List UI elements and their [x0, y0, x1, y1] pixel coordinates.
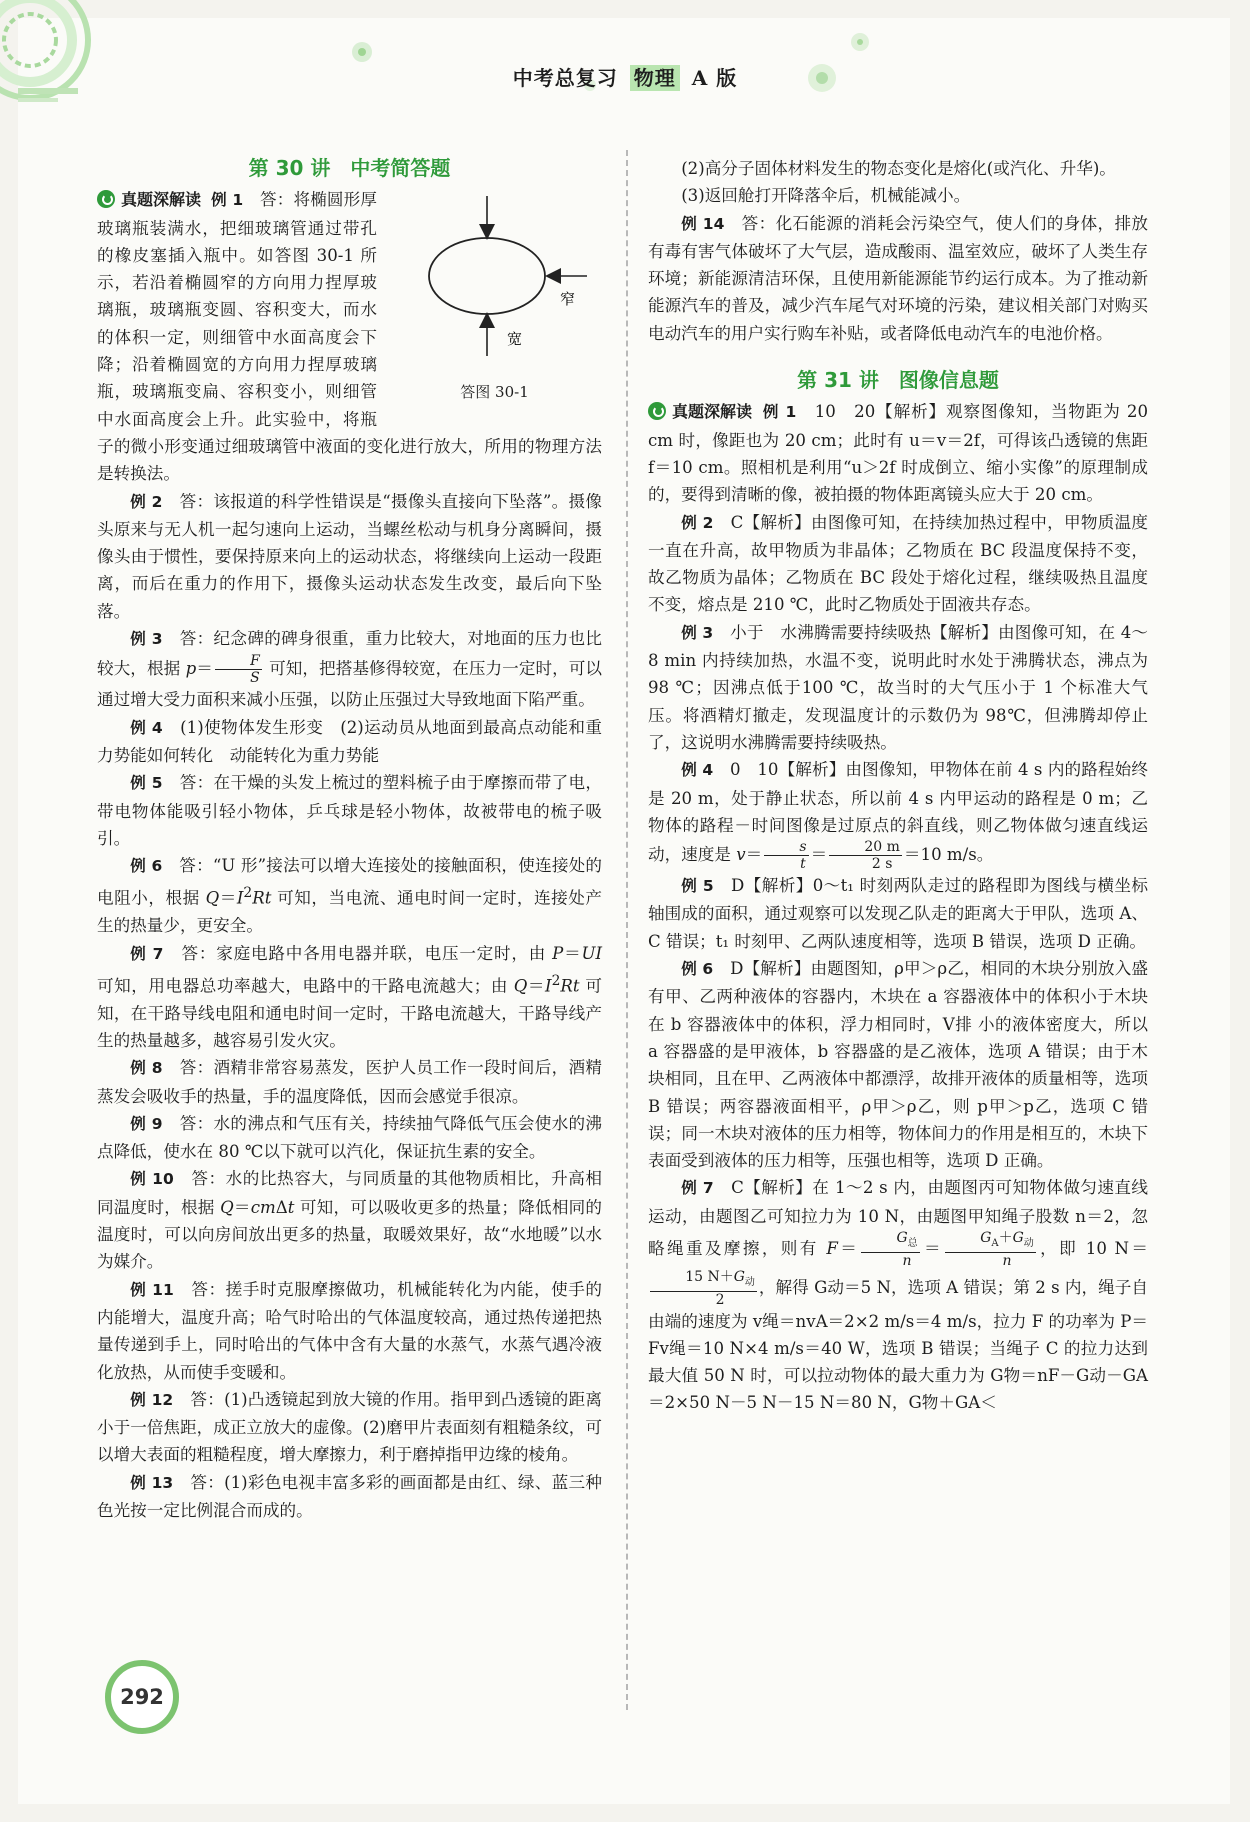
example-text: 答：家庭电路中各用电器并联，电压一定时，由	[181, 943, 553, 963]
running-header	[0, 62, 1250, 91]
example-label: 例 6	[681, 960, 714, 979]
formula-heat: Q	[220, 1197, 234, 1217]
badge-real-exam	[648, 398, 752, 425]
badge-real-exam	[97, 186, 201, 213]
example-text: 可知，把搭基修得较宽，在压力一定时，可以通过增大受力面积来减小压强，以防止压强过大导致地面下陷严重。	[97, 659, 602, 710]
left-column	[97, 155, 602, 1524]
example-text: 答：化石能源的消耗会污染空气，使人们的身体，排放有毒有害气体破坏了大气层，造成酸雨、温室效应，破坏了人类生存环境；新能源清洁环保，且使用新能源能节约运行成本。为了推动新能源汽车的普及，减少汽车尾气对环境的污染，建议相关部门对购买电动汽车的用户实行购车补贴，或者降低电动汽车的电池价格。	[648, 213, 1149, 343]
example-text: 答：该报道的科学性错误是“摄像头直接向下坠落”。摄像头原来与无人机一起匀速向上运动，当螺丝松动与机身分离瞬间，摄像头由于惯性，要保持原来向上的运动状态，将继续向上运动一段距离，而后在重力的作用下，摄像头运动状态发生改变，最后向下坠落。	[97, 491, 603, 621]
example-label: 例 4	[130, 718, 163, 737]
example-label: 例 5	[681, 877, 714, 896]
example-3	[648, 619, 1148, 756]
example-text: D【解析】0～t₁ 时刻两队走过的路程即为图线与横坐标轴围成的面积，通过观察可以发现乙队走的距离大于甲队，选项 A、C 错误；t₁ 时刻甲、乙两队速度相等，选项 B 错误，选项 D 正确。	[648, 876, 1148, 951]
example-10: 例 10 答：水的比热容大，与同质量的其他物质相比，升高相同温度时，根据 Q＝cmΔt 可知，可以吸收更多的热量；降低相同的温度时，可以向房间放出更多的热量，取暖效果好，故“水地暖”以水为媒介。	[97, 1169, 603, 1272]
example-7: 例 7 C【解析】在 1～2 s 内，由题图丙可知物体做匀速直线运动，由题图乙可知拉力为 10 N，由题图甲知绳子股数 n＝2，忽略绳重及摩擦，则有 F＝ $\frac{G_总}{n}$ ＝ $\frac{G_A+G_动}{n}$ ，即 10 N＝ $\frac{15 N+G_动}{2}$ ，解得 G动＝5 N，选项 A 错误；第 2 s 内，绳子自由端的速度为 v绳＝nvA＝2×2 m/s＝4 m/s，拉力 F 的功率为 P＝Fv绳＝10 N×4 m/s＝40 W，选项 B 错误；当绳子 C 的拉力达到最大值 50 N 时，可以拉动物体的最大重力为 G物＝nF－G动－GA＝2×50 N－5 N－15 N＝80 N，G物＋GA＜	[648, 1178, 1149, 1413]
example-text: 10 20【解析】观察图像知，当物距为 20 cm 时，像距也为 20 cm；此时有 u＝v＝2f，可得该凸透镜的焦距 f＝10 cm。照相机是利用“u＞2f 时成倒立、缩小实像”的原理制成的，要得到清晰的像，被拍摄的物体距离镜头应大于 20 cm。	[648, 402, 1148, 505]
formula-force: F	[826, 1238, 838, 1258]
fraction-s-t: $\frac{s}{t}$	[764, 839, 808, 872]
answer-figure-30-1	[387, 186, 602, 406]
example-label: 例 1	[762, 403, 797, 422]
example-text: ，解得 G动＝5 N，选项 A 错误；第 2 s 内，绳子自由端的速度为 v绳＝nvA＝2×2 m/s＝4 m/s，拉力 F 的功率为 P＝Fv绳＝10 N×4 m/s＝40 W，选项 B 错误；当绳子 C 的拉力达到最大值 50 N 时，可以拉动物体的最大重力为 G物＝nF－G动－GA＝2×50 N－5 N－15 N＝80 N，G物＋GA＜	[648, 1277, 1148, 1413]
formula-joule: Q	[205, 888, 220, 908]
example-label: 例 11	[130, 1280, 174, 1299]
example-label: 例 10	[130, 1170, 174, 1189]
example-label: 例 3	[130, 630, 163, 649]
example-label: 例 14	[681, 214, 725, 233]
header-subject: 物理	[630, 65, 680, 91]
example-text: (1)使物体发生形变 (2)运动员从地面到最高点动能和重力势能如何转化 动能转化为重力势能	[97, 717, 602, 765]
badge-icon	[648, 402, 666, 420]
example-13-continued-3: (3)返回舱打开降落伞后，机械能减小。	[681, 186, 971, 206]
fraction-20m-2s: $\frac{20 m}{2 s}$	[829, 839, 902, 872]
example-text: 0 10【解析】由图像知，甲物体在前 4 s 内的路程始终是 20 m，处于静止状态，所以前 4 s 内甲运动的路程是 0 m；乙物体的路程－时间图像是过原点的斜直线，则乙物体做匀速直线运动，速度是	[648, 760, 1148, 865]
example-5	[97, 769, 602, 852]
page-number: 292	[105, 1660, 179, 1734]
example-text: C【解析】由图像可知，在持续加热过程中，甲物质温度一直在升高，故甲物质为非晶体；乙物质在 BC 段温度保持不变，故乙物质为晶体；乙物质在 BC 段处于熔化过程，继续吸热且温度不变，熔点是 210 ℃，此时乙物质处于固液共存态。	[648, 512, 1149, 615]
example-1	[648, 398, 1148, 508]
example-2	[97, 488, 602, 625]
example-text: 可知，可以吸收更多的热量；降低相同的温度时，可以向房间放出更多的热量，取暖效果好，故“水地暖”以水为媒介。	[97, 1197, 603, 1272]
example-text: 答：水的沸点和气压有关，持续抽气降低气压会使水的沸点降低，使水在 80 ℃以下就可以汽化，保证抗生素的安全。	[97, 1113, 603, 1162]
column-divider	[626, 150, 628, 1710]
example-text: C【解析】在 1～2 s 内，由题图丙可知物体做匀速直线运动，由题图乙可知拉力为 10 N，由题图甲知绳子股数 n＝2，忽略绳重及摩擦，则有	[648, 1178, 1149, 1258]
example-5	[648, 872, 1148, 955]
example-4: 例 4 0 10【解析】由图像知，甲物体在前 4 s 内的路程始终是 20 m，处于静止状态，所以前 4 s 内甲运动的路程是 0 m；乙物体的路程－时间图像是过原点的斜直线，则乙物体做匀速直线运动，速度是 v＝ $\frac{s}{t}$ ＝ $\frac{20 m}{2 s}$ ＝10 m/s。	[648, 760, 1148, 873]
example-label: 例 2	[681, 513, 714, 532]
badge-icon	[97, 190, 115, 208]
example-text: 可知，用电器总功率越大，电路中的干路电流越大；由	[97, 976, 514, 996]
example-text: 可知，当电流、通电时间一定时，连接处产生的热量少，更安全。	[97, 888, 603, 936]
lecture-31-title: 第 31 讲 图像信息题	[797, 368, 999, 393]
example-text: 答：将椭圆形厚玻璃瓶装满水，把细玻璃管通过带孔的橡皮塞插入瓶中。如答图 30-1 所示，若沿着椭圆窄的方向用力捏厚玻璃瓶，玻璃瓶变圆、容积变大，而水的体积一定，则细管中水面高度会下降；沿着椭圆宽的方向用力捏厚玻璃瓶，玻璃瓶变扁、容积变小，则细管中水面高度会上升。此实验中，将瓶子的微小形变通过细玻璃管中液面的变化进行放大，所用的物理方法是转换法。	[97, 190, 602, 484]
header-edition: A 版	[691, 66, 738, 90]
example-label: 例 1	[211, 191, 244, 210]
example-text: 答：(1)凸透镜起到放大镜的作用。指甲到凸透镜的距离小于一倍焦距，成正立放大的虚像。(2)磨甲片表面刻有粗糙条纹，可以增大表面的粗糙程度，增大摩擦力，利于磨掉指甲边缘的棱角。	[97, 1389, 602, 1465]
formula-joule: Q	[513, 976, 528, 996]
header-series: 中考总复习	[512, 66, 618, 90]
figure-caption: 答图 30-1	[460, 383, 529, 401]
example-13	[97, 1469, 602, 1525]
lecture-30-title: 第 30 讲 中考简答题	[248, 156, 451, 180]
example-label: 例 8	[130, 1059, 163, 1078]
example-9	[97, 1110, 602, 1166]
example-text: ，即 10 N＝	[1037, 1238, 1149, 1258]
formula-power: P	[552, 943, 564, 963]
ellipse-bottle-diagram	[387, 186, 602, 376]
formula-pressure: p	[185, 659, 197, 679]
example-2	[648, 509, 1148, 619]
example-text: 答：(1)彩色电视丰富多彩的画面都是由红、绿、蓝三种色光按一定比例混合而成的。	[97, 1472, 602, 1521]
fraction-f-s: $\frac{F}{S}$	[215, 653, 262, 686]
example-text: 小于 水沸腾需要持续吸热【解析】由图像可知，在 4～8 min 内持续加热，水温不变，说明此时水处于沸腾状态，沸点为 98 ℃；因沸点低于100 ℃，故当时的大气压小于 1 个标准大气压。将酒精灯撤走，发现温度计的示数仍为 98℃，但沸腾却停止了，这说明水沸腾需要持续吸热。	[648, 622, 1148, 752]
example-text: 答：在干燥的头发上梳过的塑料梳子由于摩擦而带了电，带电物体能吸引轻小物体，乒乓球是轻小物体，故被带电的梳子吸引。	[97, 773, 603, 848]
example-text: 答：纪念碑的碑身很重，重力比较大，对地面的压力也比较大，根据	[97, 629, 603, 679]
example-3: 例 3 答：纪念碑的碑身很重，重力比较大，对地面的压力也比较大，根据 p＝ $\frac{F}{S}$ 可知，把搭基修得较宽，在压力一定时，可以通过增大受力面积来减小压强，以防止压强过大导致地面下陷严重。	[97, 629, 603, 710]
badge-label: 真题深解读	[672, 402, 753, 422]
label-wide: 宽	[507, 330, 523, 349]
example-13-continued-2: (2)高分子固体材料发生的物态变化是熔化(或汽化、升华)。	[681, 159, 1116, 178]
example-14	[648, 210, 1148, 347]
example-6: 例 6 答：“U 形”接法可以增大连接处的接触面积，使连接处的电阻小，根据 $Q=I^2Rt$ 可知，当电流、通电时间一定时，连接处产生的热量少，更安全。	[97, 856, 603, 936]
example-12	[97, 1386, 602, 1469]
example-text: 答：“U 形”接法可以增大连接处的接触面积，使连接处的电阻小，根据	[97, 856, 602, 908]
example-6	[648, 955, 1148, 1174]
example-label: 例 2	[130, 492, 163, 511]
label-narrow: 窄	[560, 290, 576, 309]
badge-label: 真题深解读	[121, 190, 202, 210]
example-text: ＝10 m/s。	[903, 845, 994, 865]
example-label: 例 12	[130, 1390, 174, 1409]
right-column	[648, 155, 1148, 1417]
fraction-ga-gdong-n: $\frac{G_A+G_动}{n}$	[945, 1230, 1036, 1269]
example-text: 答：搓手时克服摩擦做功，机械能转化为内能，使手的内能增大，温度升高；哈气时哈出的气体温度较高，通过热传递把热量传递到手上，同时哈出的气体中含有大量的水蒸气，水蒸气遇冷液化放热，从而使手变暖和。	[97, 1279, 603, 1382]
formula-speed: v	[736, 845, 746, 865]
example-label: 例 4	[681, 761, 714, 780]
example-label: 例 5	[130, 774, 163, 793]
example-11	[97, 1276, 602, 1386]
fraction-15n-gdong-2: $\frac{15 N+G_动}{2}$	[650, 1269, 757, 1308]
example-7: 例 7 答：家庭电路中各用电器并联，电压一定时，由 P＝UI 可知，用电器总功率越大，电路中的干路电流越大；由 $Q=I^2Rt$ 可知，在干路导线电阻和通电时间一定时，干路电流越大，干路导线产生的热量越多，越容易引发火灾。	[97, 943, 603, 1050]
example-label: 例 7	[130, 944, 164, 963]
example-text: 可知，在干路导线电阻和通电时间一定时，干路电流越大，干路导线产生的热量越多，越容易引发火灾。	[97, 976, 602, 1050]
example-text: 答：酒精非常容易蒸发，医护人员工作一段时间后，酒精蒸发会吸收手的热量，手的温度降低，因而会感觉手很凉。	[97, 1058, 603, 1106]
example-label: 例 9	[130, 1114, 163, 1133]
example-text: D【解析】由题图知，ρ甲＞ρ乙，相同的木块分别放入盛有甲、乙两种液体的容器内，木块在 a 容器液体中的体积小于木块在 b 容器液体中的体积，浮力相同时，V排 小的液体密度大，所以 a 容器盛的是甲液体，b 容器盛的是乙液体，选项 A 错误；由于木块相同，且在甲、乙两液体中都漂浮，故排开液体的质量相等，选项 B 错误；两容器液面相平，ρ甲＞ρ乙，则 p甲＞p乙，选项 C 错误；同一木块对液体的压力相等，物体间力的作用是相互的，木块下表面受到液体的压力相等，压强也相等，选项 D 正确。	[648, 959, 1149, 1171]
fraction-gtotal-n: $\frac{G_总}{n}$	[861, 1230, 919, 1269]
example-text: 答：水的比热容大，与同质量的其他物质相比，升高相同温度时，根据	[97, 1169, 603, 1217]
example-label: 例 13	[130, 1473, 174, 1492]
example-label: 例 6	[130, 857, 163, 876]
example-label: 例 3	[681, 623, 714, 642]
example-8	[97, 1054, 602, 1110]
example-label: 例 7	[681, 1179, 714, 1198]
example-4	[97, 714, 602, 770]
